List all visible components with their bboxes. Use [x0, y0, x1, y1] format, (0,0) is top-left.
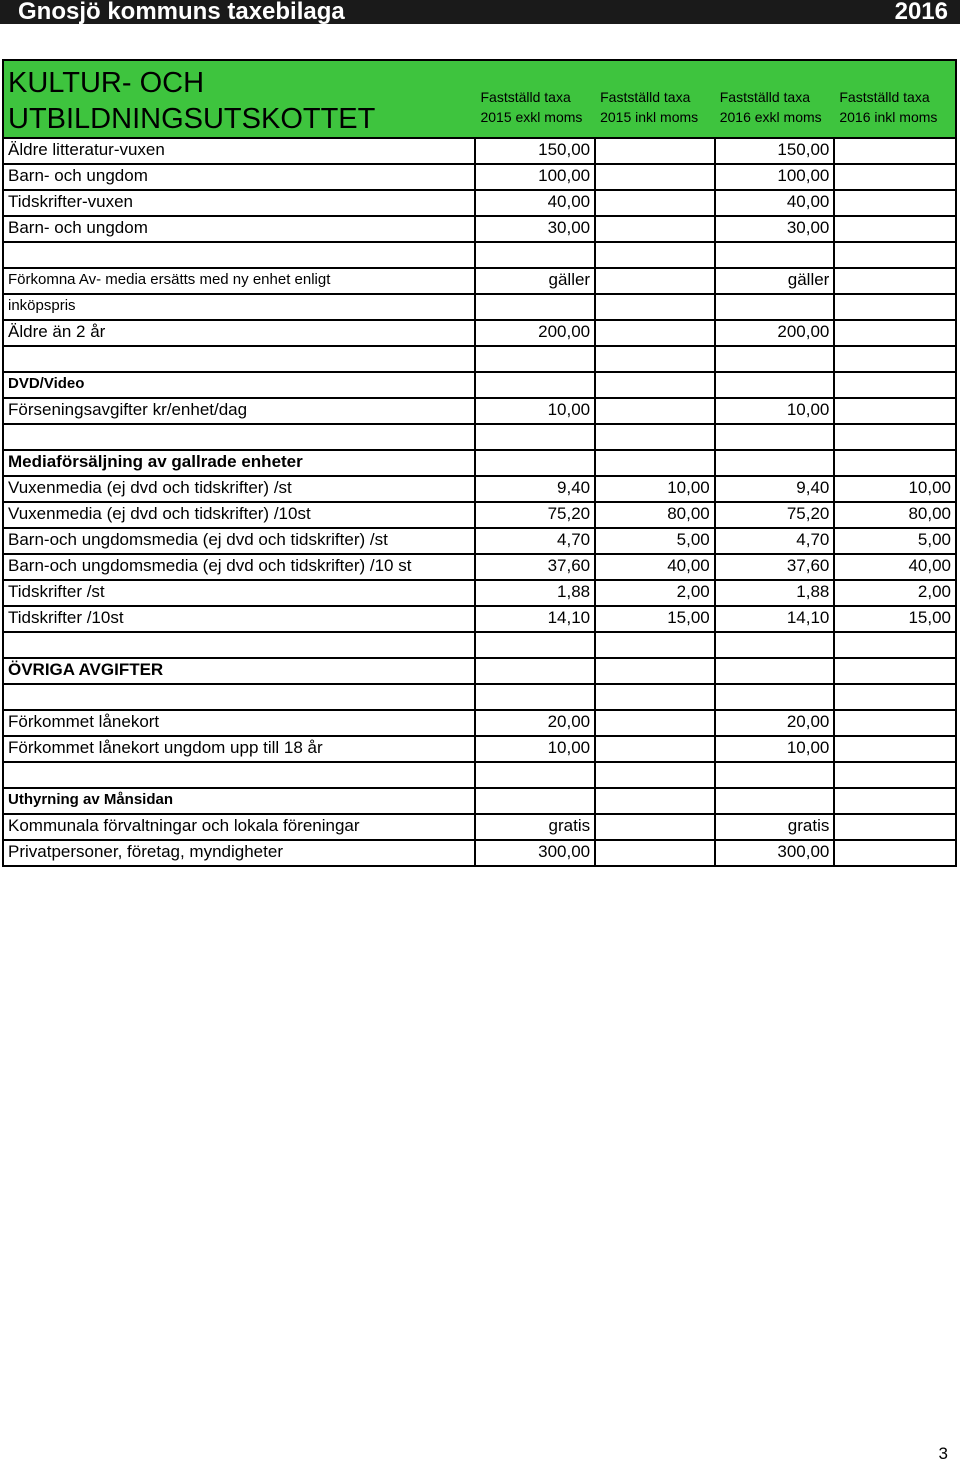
table-row	[4, 165, 955, 191]
cell-2015-inkl: 80,00	[596, 503, 716, 527]
cell-2016-exkl	[716, 373, 836, 397]
cell-2016-exkl	[716, 659, 836, 683]
cell-2016-exkl	[716, 451, 836, 475]
cell-2016-exkl: gratis	[716, 815, 836, 839]
table-row	[4, 841, 955, 865]
table-row	[4, 737, 955, 763]
cell-2015-exkl: 75,20	[476, 503, 596, 527]
document-year: 2016	[894, 0, 948, 25]
column-header-2015-inkl	[596, 61, 716, 137]
row-label: Tidskrifter-vuxen	[4, 191, 476, 215]
table-row	[4, 763, 955, 789]
cell-2015-exkl	[476, 373, 596, 397]
cell-2016-inkl: 15,00	[908, 608, 951, 627]
cell-2016-inkl	[835, 737, 955, 761]
cell-2015-exkl: 10,00	[476, 399, 596, 423]
row-label: Tidskrifter /10st	[4, 607, 476, 631]
cell-2016-inkl	[835, 269, 955, 293]
cell-2015-exkl: 20,00	[476, 711, 596, 735]
row-label: Barn-och ungdomsmedia (ej dvd och tidskrifter) /st	[4, 529, 476, 553]
cell-2016-inkl	[835, 399, 955, 423]
table-row	[4, 451, 955, 477]
cell-2015-exkl: 10,00	[476, 737, 596, 761]
cell-2016-exkl: 1,88	[716, 581, 836, 605]
table-row	[4, 555, 955, 581]
table-row	[4, 191, 955, 217]
cell-2015-exkl: 9,40	[476, 477, 596, 501]
cell-2016-exkl	[716, 763, 836, 787]
cell-2015-inkl	[596, 815, 716, 839]
column-header-2016-inkl	[835, 61, 955, 137]
row-label	[4, 685, 476, 709]
column-header-2015-exkl	[476, 61, 596, 137]
fee-table	[2, 59, 957, 867]
row-label: Äldre än 2 år	[4, 321, 476, 345]
cell-2016-exkl: 14,10	[716, 607, 836, 631]
column-header-line1: Fastställd taxa	[480, 89, 571, 105]
cell-2015-inkl	[596, 347, 716, 371]
cell-2016-exkl	[716, 295, 836, 319]
cell-2015-inkl: 2,00	[596, 581, 716, 605]
cell-2016-exkl: 9,40	[716, 477, 836, 501]
cell-2015-inkl	[596, 139, 716, 163]
table-row	[4, 659, 955, 685]
cell-2015-exkl: 4,70	[476, 529, 596, 553]
row-label: Förseningsavgifter kr/enhet/dag	[4, 399, 476, 423]
row-label	[4, 243, 476, 267]
cell-2015-inkl: 40,00	[596, 555, 716, 579]
row-label: Barn- och ungdom	[4, 165, 476, 189]
cell-2015-inkl	[596, 685, 716, 709]
row-label: Uthyrning av Månsidan	[4, 789, 476, 813]
cell-2016-exkl: 10,00	[716, 737, 836, 761]
row-label: Barn- och ungdom	[4, 217, 476, 241]
cell-2015-exkl	[476, 347, 596, 371]
cell-2016-exkl	[716, 243, 836, 267]
cell-2015-exkl: 14,10	[476, 607, 596, 631]
row-label	[4, 425, 476, 449]
cell-2016-inkl	[835, 217, 955, 241]
row-label	[4, 763, 476, 787]
column-header-line1: Fastställd taxa	[600, 89, 691, 105]
cell-2016-inkl	[835, 659, 955, 683]
column-header-line2: 2016 exkl moms	[719, 109, 822, 125]
page-number: 3	[938, 1444, 948, 1463]
table-row	[4, 347, 955, 373]
cell-2015-inkl	[596, 659, 716, 683]
row-label: Mediaförsäljning av gallrade enheter	[4, 451, 476, 475]
cell-2016-inkl	[835, 321, 955, 345]
cell-2015-exkl: gratis	[476, 815, 596, 839]
cell-2015-inkl	[596, 191, 716, 215]
cell-2015-inkl	[596, 165, 716, 189]
cell-2016-exkl: 300,00	[716, 841, 836, 865]
cell-2015-exkl	[476, 451, 596, 475]
table-row	[4, 269, 955, 295]
cell-2016-inkl	[835, 425, 955, 449]
cell-2016-inkl: 40,00	[908, 556, 951, 575]
cell-2016-exkl: 10,00	[716, 399, 836, 423]
cell-2016-inkl	[835, 711, 955, 735]
cell-2016-inkl	[835, 243, 955, 267]
top-bar	[0, 0, 960, 24]
column-header-line1: Fastställd taxa	[839, 89, 930, 105]
table-row	[4, 139, 955, 165]
table-header	[4, 61, 955, 139]
cell-2016-inkl	[835, 685, 955, 709]
cell-2015-exkl: 30,00	[476, 217, 596, 241]
cell-2016-exkl	[716, 425, 836, 449]
cell-2016-exkl: 150,00	[716, 139, 836, 163]
cell-2015-inkl	[596, 373, 716, 397]
cell-2015-exkl	[476, 685, 596, 709]
cell-2015-exkl	[476, 659, 596, 683]
cell-2016-inkl	[835, 841, 955, 865]
table-row	[4, 815, 955, 841]
cell-2016-exkl: 30,00	[716, 217, 836, 241]
cell-2016-exkl	[716, 789, 836, 813]
table-row	[4, 373, 955, 399]
cell-2015-exkl: 200,00	[476, 321, 596, 345]
table-row	[4, 295, 955, 321]
row-label: Barn-och ungdomsmedia (ej dvd och tidskrifter) /10 st	[4, 555, 476, 579]
cell-2015-exkl	[476, 789, 596, 813]
cell-2016-inkl	[835, 815, 955, 839]
cell-2015-inkl	[596, 633, 716, 657]
row-label: Förkomna Av- media ersätts med ny enhet enligt	[4, 269, 476, 293]
cell-2015-inkl	[596, 269, 716, 293]
cell-2016-inkl	[835, 633, 955, 657]
cell-2015-inkl	[596, 399, 716, 423]
table-row	[4, 477, 955, 503]
cell-2015-inkl	[596, 711, 716, 735]
cell-2016-exkl: 20,00	[716, 711, 836, 735]
row-label: Förkommet lånekort	[4, 711, 476, 735]
cell-2015-inkl: 15,00	[596, 607, 716, 631]
section-title-line1: KULTUR- OCH	[8, 67, 205, 99]
row-label: Vuxenmedia (ej dvd och tidskrifter) /st	[4, 477, 476, 501]
cell-2016-inkl	[835, 139, 955, 163]
table-row	[4, 633, 955, 659]
table-row	[4, 529, 955, 555]
cell-2015-exkl: gäller	[476, 269, 596, 293]
column-header-2016-exkl	[716, 61, 836, 137]
cell-2015-exkl	[476, 633, 596, 657]
section-title-line2: UTBILDNINGSUTSKOTTET	[8, 103, 376, 135]
row-label: Äldre litteratur-vuxen	[4, 139, 476, 163]
cell-2015-inkl	[596, 789, 716, 813]
cell-2015-exkl: 1,88	[476, 581, 596, 605]
cell-2015-exkl	[476, 295, 596, 319]
row-label: Tidskrifter /st	[4, 581, 476, 605]
cell-2016-inkl: 5,00	[917, 530, 951, 549]
cell-2015-inkl	[596, 217, 716, 241]
cell-2015-inkl: 5,00	[596, 529, 716, 553]
cell-2016-inkl	[835, 165, 955, 189]
cell-2015-exkl: 300,00	[476, 841, 596, 865]
row-label	[4, 633, 476, 657]
cell-2015-inkl	[596, 763, 716, 787]
cell-2016-inkl: 10,00	[908, 478, 951, 497]
document-title: Gnosjö kommuns taxebilaga	[18, 0, 345, 25]
cell-2015-inkl	[596, 243, 716, 267]
column-header-line2: 2015 exkl moms	[480, 109, 583, 125]
cell-2015-exkl: 40,00	[476, 191, 596, 215]
table-row	[4, 711, 955, 737]
row-label: Förkommet lånekort ungdom upp till 18 år	[4, 737, 476, 761]
table-row	[4, 789, 955, 815]
cell-2016-inkl: 2,00	[917, 582, 951, 601]
column-header-line2: 2016 inkl moms	[839, 109, 938, 125]
row-label: inköpspris	[4, 295, 476, 319]
table-row	[4, 243, 955, 269]
row-label: Vuxenmedia (ej dvd och tidskrifter) /10st	[4, 503, 476, 527]
cell-2016-inkl	[835, 789, 955, 813]
cell-2016-exkl: 40,00	[716, 191, 836, 215]
cell-2016-exkl	[716, 347, 836, 371]
cell-2016-inkl	[835, 763, 955, 787]
cell-2016-inkl	[835, 191, 955, 215]
cell-2016-exkl: 4,70	[716, 529, 836, 553]
row-label: Kommunala förvaltningar och lokala föreningar	[4, 815, 476, 839]
column-header-line2: 2015 inkl moms	[600, 109, 699, 125]
column-header-line1: Fastställd taxa	[719, 89, 810, 105]
cell-2015-exkl	[476, 243, 596, 267]
table-row	[4, 217, 955, 243]
cell-2016-exkl: 200,00	[716, 321, 836, 345]
table-row	[4, 503, 955, 529]
table-row	[4, 581, 955, 607]
row-label: ÖVRIGA AVGIFTER	[4, 659, 476, 683]
table-row	[4, 607, 955, 633]
cell-2016-exkl	[716, 633, 836, 657]
section-title	[4, 61, 476, 137]
cell-2015-inkl	[596, 295, 716, 319]
cell-2016-exkl: 75,20	[716, 503, 836, 527]
row-label: DVD/Video	[4, 373, 476, 397]
cell-2015-inkl: 10,00	[596, 477, 716, 501]
table-row	[4, 685, 955, 711]
cell-2016-inkl	[835, 451, 955, 475]
cell-2015-exkl	[476, 763, 596, 787]
cell-2015-exkl: 100,00	[476, 165, 596, 189]
cell-2016-exkl	[716, 685, 836, 709]
cell-2016-inkl	[835, 373, 955, 397]
row-label	[4, 347, 476, 371]
cell-2015-inkl	[596, 425, 716, 449]
cell-2016-exkl: 37,60	[716, 555, 836, 579]
table-row	[4, 425, 955, 451]
cell-2015-exkl: 150,00	[476, 139, 596, 163]
cell-2016-inkl: 80,00	[908, 504, 951, 523]
table-row	[4, 321, 955, 347]
cell-2016-inkl	[835, 295, 955, 319]
table-row	[4, 399, 955, 425]
cell-2015-inkl	[596, 451, 716, 475]
cell-2015-exkl: 37,60	[476, 555, 596, 579]
cell-2016-inkl	[835, 347, 955, 371]
cell-2015-inkl	[596, 321, 716, 345]
row-label: Privatpersoner, företag, myndigheter	[4, 841, 476, 865]
cell-2016-exkl: 100,00	[716, 165, 836, 189]
cell-2015-inkl	[596, 841, 716, 865]
cell-2015-exkl	[476, 425, 596, 449]
cell-2016-exkl: gäller	[716, 269, 836, 293]
cell-2015-inkl	[596, 737, 716, 761]
